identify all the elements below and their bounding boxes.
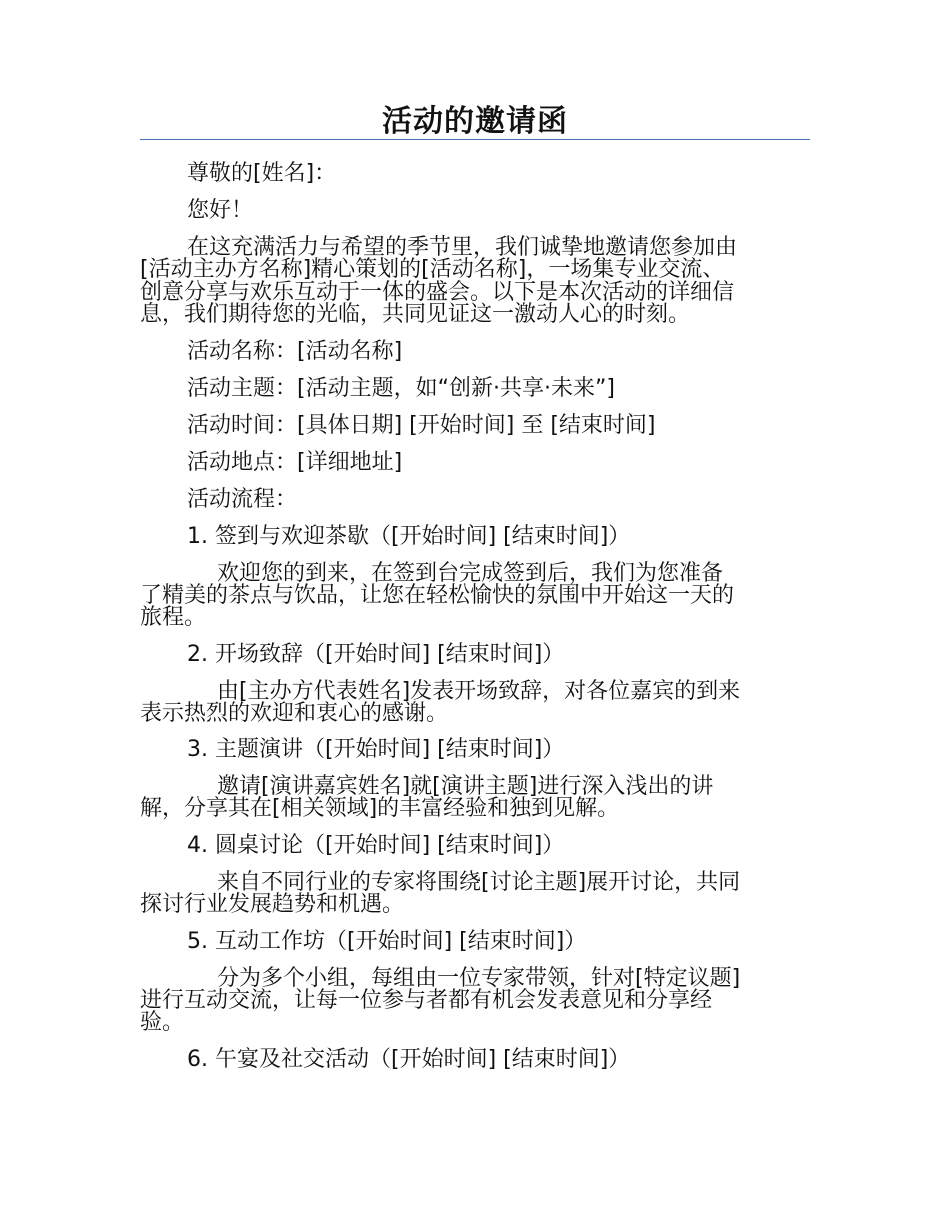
info-name: 活动名称：[活动名称] [187, 339, 403, 364]
info-flow-label: 活动流程： [187, 487, 298, 512]
schedule-desc-2-line-1: 由[主办方代表姓名]发表开场致辞，对各位嘉宾的到来 [217, 679, 741, 704]
schedule-desc-4-line-2: 探讨行业发展趋势和机遇。 [140, 892, 405, 917]
schedule-heading-3: 3. 主题演讲（[开始时间] [结束时间]） [187, 737, 565, 762]
schedule-desc-5-line-1: 分为多个小组，每组由一位专家带领，针对[特定议题] [217, 966, 741, 991]
schedule-desc-5-line-3: 验。 [140, 1010, 185, 1035]
schedule-desc-3-line-1: 邀请[演讲嘉宾姓名]就[演讲主题]进行深入浅出的讲 [217, 774, 714, 799]
greeting: 您好！ [187, 198, 254, 223]
schedule-heading-6: 6. 午宴及社交活动（[开始时间] [结束时间]） [187, 1047, 631, 1072]
schedule-desc-5-line-2: 进行互动交流，让每一位参与者都有机会发表意见和分享经 [140, 988, 713, 1013]
intro-line-4: 息，我们期待您的光临，共同见证这一激动人心的时刻。 [140, 302, 691, 327]
intro-line-2: [活动主办方名称]精心策划的[活动名称]，一场集专业交流、 [140, 257, 725, 282]
intro-line-1: 在这充满活力与希望的季节里，我们诚挚地邀请您参加由 [187, 235, 738, 260]
title-underline [140, 139, 810, 140]
intro-line-3: 创意分享与欢乐互动于一体的盛会。以下是本次活动的详细信 [140, 280, 735, 305]
info-time: 活动时间：[具体日期] [开始时间] 至 [结束时间] [187, 413, 656, 438]
schedule-heading-1: 1. 签到与欢迎茶歇（[开始时间] [结束时间]） [187, 524, 631, 549]
schedule-desc-1-line-2: 了精美的茶点与饮品，让您在轻松愉快的氛围中开始这一天的 [140, 583, 735, 608]
schedule-desc-3-line-2: 解，分享其在[相关领域]的丰富经验和独到见解。 [140, 796, 620, 821]
info-theme: 活动主题：[活动主题，如“创新·共享·未来”] [187, 376, 615, 401]
schedule-heading-4: 4. 圆桌讨论（[开始时间] [结束时间]） [187, 833, 565, 858]
document-title: 活动的邀请函 [382, 104, 568, 139]
info-place: 活动地点：[详细地址] [187, 450, 403, 475]
schedule-heading-5: 5. 互动工作坊（[开始时间] [结束时间]） [187, 929, 587, 954]
schedule-desc-1-line-3: 旅程。 [140, 605, 207, 630]
schedule-desc-4-line-1: 来自不同行业的专家将围绕[讨论主题]展开讨论，共同 [217, 870, 741, 895]
salutation: 尊敬的[姓名]： [187, 161, 337, 186]
schedule-heading-2: 2. 开场致辞（[开始时间] [结束时间]） [187, 642, 565, 667]
schedule-desc-1-line-1: 欢迎您的到来，在签到台完成签到后，我们为您准备 [217, 561, 724, 586]
schedule-desc-2-line-2: 表示热烈的欢迎和衷心的感谢。 [140, 701, 449, 726]
